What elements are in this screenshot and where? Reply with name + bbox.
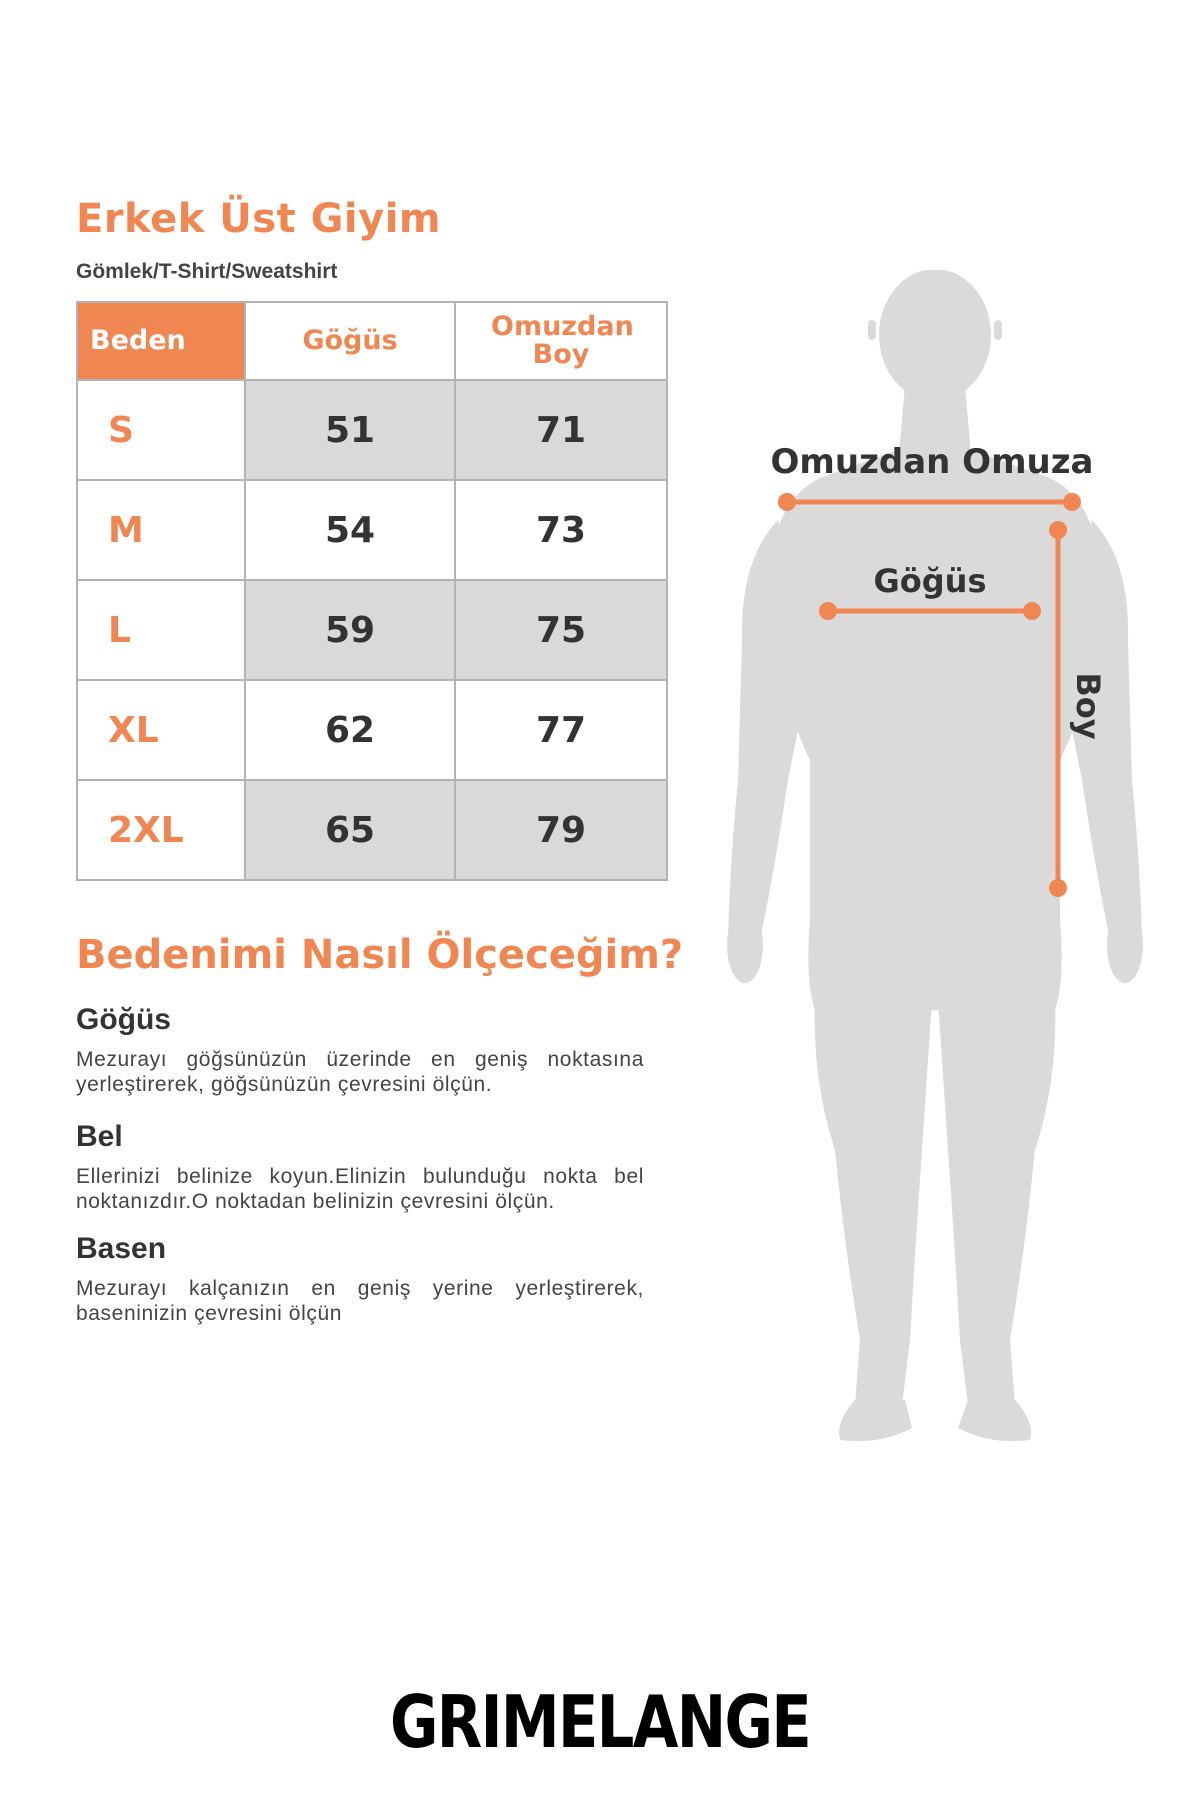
size-cell: M — [77, 480, 245, 580]
length-top-dot — [1049, 521, 1067, 539]
chest-label: Göğüs — [873, 562, 987, 600]
size-cell: L — [77, 580, 245, 680]
guide-section-waist — [76, 1120, 644, 1214]
length-bottom-dot — [1049, 879, 1067, 897]
guide-text: Mezurayı kalçanızın en geniş yerine yerleştirerek, baseninizin çevresini ölçün — [76, 1277, 644, 1325]
chest-cell: 51 — [245, 380, 455, 480]
guide-text: Ellerinizi belinize koyun.Elinizin bulunduğu nokta bel noktanızdır.O noktadan belinizin çevresini ölçün. — [76, 1165, 644, 1213]
length-cell: 77 — [455, 680, 667, 780]
guide-title: Bedenimi Nasıl Ölçeceğim? — [76, 932, 684, 978]
chest-cell: 65 — [245, 780, 455, 880]
header-length — [455, 302, 667, 380]
table-row — [77, 780, 667, 880]
guide-heading: Basen — [76, 1232, 167, 1265]
chest-left-dot — [819, 602, 837, 620]
length-cell: 75 — [455, 580, 667, 680]
shoulder-left-dot — [778, 493, 796, 511]
chest-cell: 59 — [245, 580, 455, 680]
page-title: Erkek Üst Giyim — [76, 196, 442, 242]
guide-heading: Bel — [76, 1120, 123, 1153]
header-chest: Göğüs — [245, 302, 455, 380]
length-label: Boy — [1069, 672, 1107, 740]
shoulder-label: Omuzdan Omuza — [770, 442, 1094, 482]
length-cell: 79 — [455, 780, 667, 880]
measurement-figure — [700, 270, 1160, 1470]
table-row — [77, 380, 667, 480]
header-length-label: Omuzdan Boy — [491, 310, 634, 370]
chest-cell: 62 — [245, 680, 455, 780]
guide-heading: Göğüs — [76, 1003, 171, 1036]
size-cell: S — [77, 380, 245, 480]
header-size: Beden — [77, 302, 245, 380]
guide-section-hip — [76, 1232, 644, 1326]
size-table — [76, 301, 668, 881]
table-row — [77, 480, 667, 580]
guide-text: Mezurayı göğsünüzün üzerinde en geniş noktasına yerleştirerek, göğsünüzün çevresini ölçün. — [76, 1048, 644, 1096]
chest-right-dot — [1023, 602, 1041, 620]
length-cell: 73 — [455, 480, 667, 580]
size-cell: 2XL — [77, 780, 245, 880]
page-subtitle: Gömlek/T-Shirt/Sweatshirt — [76, 260, 338, 283]
guide-section-chest — [76, 1003, 644, 1097]
table-row — [77, 680, 667, 780]
length-cell: 71 — [455, 380, 667, 480]
size-cell: XL — [77, 680, 245, 780]
table-row — [77, 580, 667, 680]
brand-logo: GRIMELANGE — [389, 1680, 811, 1764]
shoulder-right-dot — [1063, 493, 1081, 511]
chest-cell: 54 — [245, 480, 455, 580]
table-header-row — [77, 302, 667, 380]
